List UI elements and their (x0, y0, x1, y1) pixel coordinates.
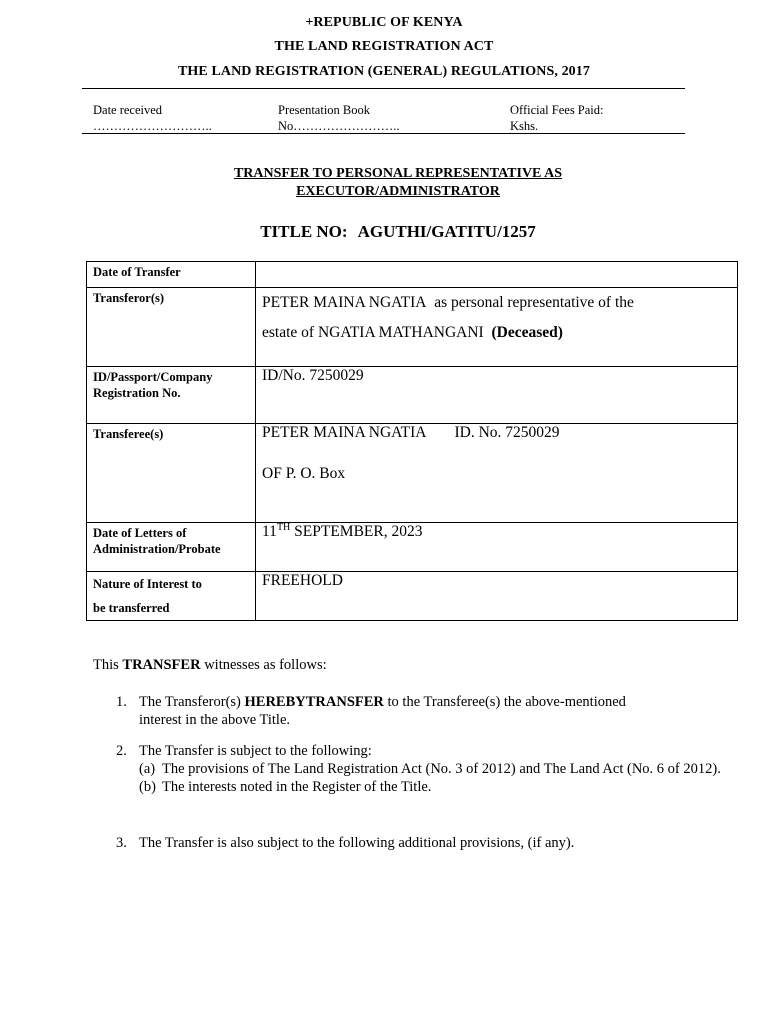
header-republic: +REPUBLIC OF KENYA (305, 15, 463, 30)
form-title-line2: EXECUTOR/ADMINISTRATOR (296, 184, 500, 199)
date-of-transfer-value (256, 262, 738, 288)
date-received-dots: ……………………….. (93, 119, 212, 133)
letters-date-rest: SEPTEMBER, 2023 (294, 523, 423, 540)
item-number: 2. (116, 743, 127, 759)
transferee-label: Transferee(s) (87, 424, 256, 523)
transferee-id: ID. No. 7250029 (454, 424, 560, 441)
transferor-label: Transferor(s) (87, 288, 256, 367)
list-item: The Transfer is also subject to the following additional provisions, (if any). (139, 835, 575, 851)
transferee-name: PETER MAINA NGATIA (262, 424, 427, 441)
transferee-value (256, 424, 738, 523)
letters-date-day: 11 (262, 523, 277, 540)
witness-intro-bold: TRANSFER (122, 657, 201, 673)
title-number-label: TITLE NO: (260, 222, 348, 241)
sub-item (139, 760, 729, 778)
item-1-pre: The Transferor(s) (139, 694, 241, 710)
transferor-text-2: estate of (262, 324, 315, 341)
deceased-tag: (Deceased) (491, 324, 563, 341)
official-fees-label: Official Fees Paid: (510, 103, 604, 117)
date-received-field (93, 102, 212, 134)
sub-item-text: The provisions of The Land Registration Act (No. 3 of 2012) and The Land Act (No. 6 of 2012). (162, 761, 721, 777)
letters-date-value (256, 523, 738, 572)
transferor-name: PETER MAINA NGATIA (262, 294, 427, 311)
sub-item-mark: (b) (139, 779, 156, 795)
witness-intro-pre: This (93, 657, 119, 673)
item-1-post: to the Transferee(s) the above-mentioned (387, 694, 626, 710)
table-row (87, 572, 738, 621)
interest-label-line1: Nature of Interest to (93, 577, 202, 591)
transferor-value (256, 288, 738, 367)
letters-date-suffix: TH (276, 522, 291, 533)
item-1-bold: HEREBYTRANSFER (244, 694, 384, 710)
list-item (139, 693, 729, 729)
list-item (139, 742, 729, 796)
item-1-line2: interest in the above Title. (139, 712, 291, 728)
transferee-address: OF P. O. Box (262, 465, 346, 482)
letters-date-label: Date of Letters of Administration/Probate (87, 523, 256, 572)
table-row (87, 424, 738, 523)
form-title-line1: TRANSFER TO PERSONAL REPRESENTATIVE AS (233, 166, 563, 181)
bottom-divider (82, 133, 685, 134)
witness-intro-post: witnesses as follows: (204, 657, 327, 673)
deceased-name: NGATIA MATHANGANI (317, 324, 484, 341)
table-row (87, 367, 738, 424)
interest-value: FREEHOLD (256, 572, 738, 621)
date-of-transfer-label: Date of Transfer (87, 262, 256, 288)
official-fees-field (510, 102, 604, 134)
header-act: THE LAND REGISTRATION ACT (274, 39, 494, 54)
item-2-text: The Transfer is subject to the following: (139, 743, 372, 759)
table-row (87, 262, 738, 288)
presentation-book-field (278, 102, 400, 134)
sub-item (139, 778, 729, 796)
sub-item-mark: (a) (139, 761, 156, 777)
interest-label (87, 572, 256, 621)
header-regulations: THE LAND REGISTRATION (GENERAL) REGULATIONS, 2017 (177, 64, 590, 79)
presentation-book-dots: No…………………….. (278, 119, 400, 133)
top-divider (82, 88, 685, 89)
presentation-book-label: Presentation Book (278, 103, 371, 117)
transferor-text-1: as personal representative of the (434, 294, 634, 311)
table-row (87, 288, 738, 367)
id-registration-label: ID/Passport/Company Registration No. (87, 367, 256, 424)
title-number-value: AGUTHI/GATITU/1257 (357, 222, 536, 241)
id-registration-value: ID/No. 7250029 (256, 367, 738, 424)
transfer-details-table (86, 261, 738, 621)
official-fees-value: Kshs. (510, 119, 539, 133)
table-row (87, 523, 738, 572)
witness-intro (93, 656, 327, 674)
interest-label-line2: be transferred (93, 601, 170, 615)
item-number: 3. (116, 835, 127, 851)
sub-item-text: The interests noted in the Register of the Title. (162, 779, 432, 795)
date-received-label: Date received (93, 103, 163, 117)
title-number (0, 222, 768, 242)
item-number: 1. (116, 694, 127, 710)
